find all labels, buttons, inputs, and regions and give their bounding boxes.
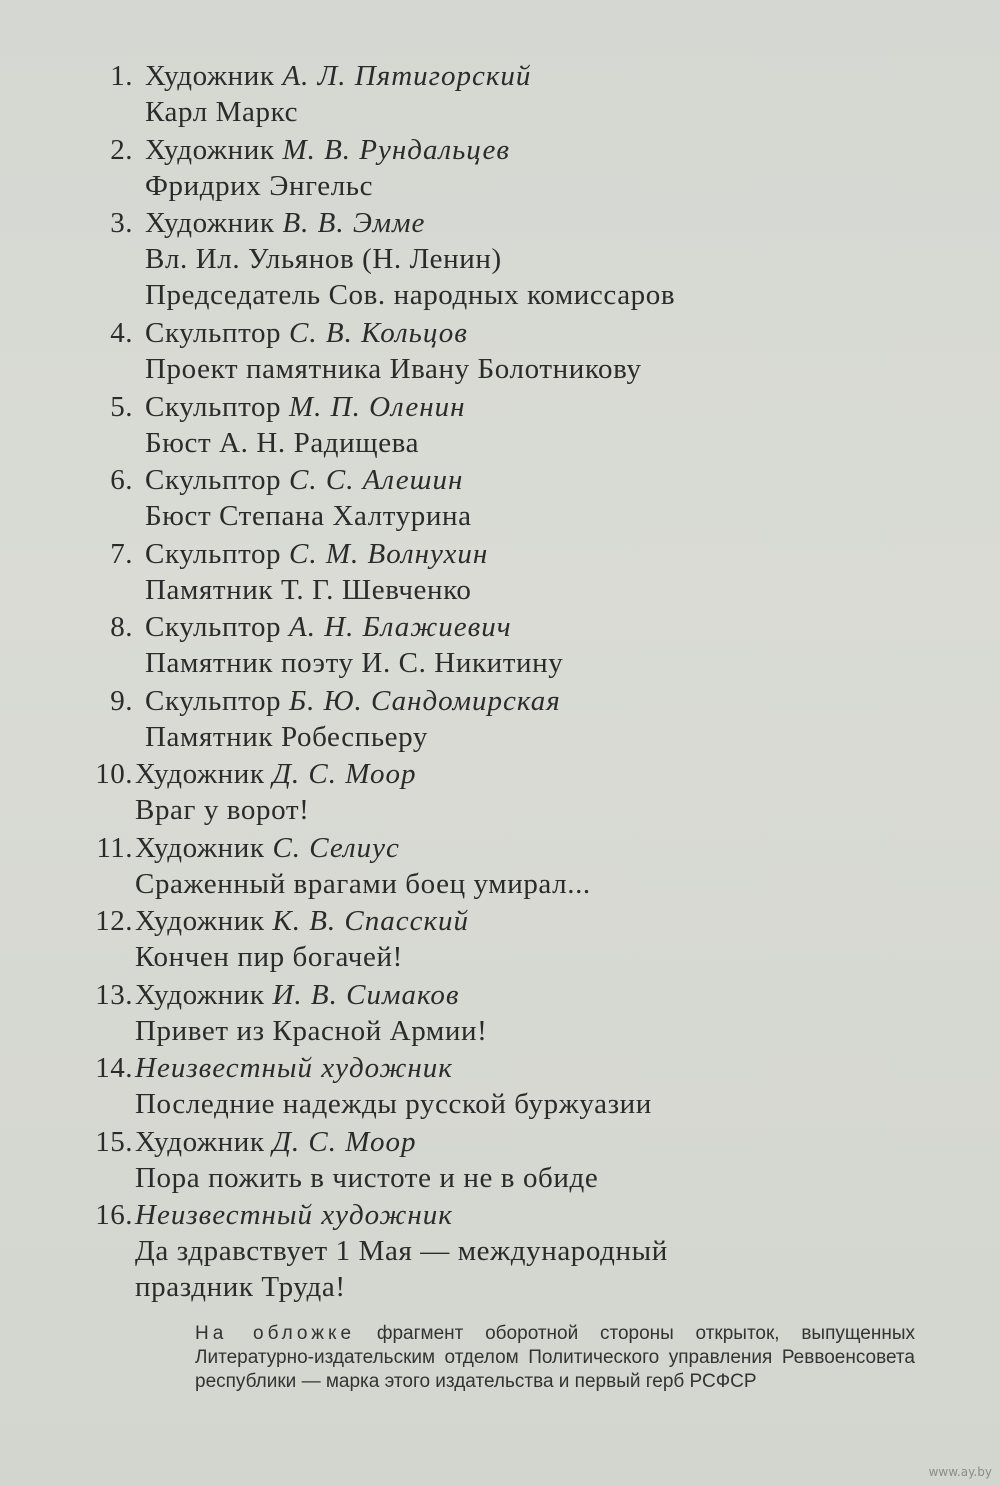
author-name: Д. С. Моор	[272, 758, 417, 790]
author-name: Б. Ю. Сандомирская	[289, 684, 561, 717]
list-item	[0, 205, 1000, 315]
item-title-line: Памятник Робеспьеру	[145, 720, 428, 753]
item-title-line: Привет из Красной Армии!	[135, 1014, 488, 1047]
author-name: И. В. Симаков	[272, 978, 460, 1011]
list-item	[0, 977, 1000, 1051]
item-title-line: Кончен пир богачей!	[135, 941, 403, 973]
item-number: 14.	[95, 1052, 133, 1084]
item-author-line	[145, 389, 466, 425]
list-item	[0, 389, 1000, 463]
item-title-line: Сраженный врагами боец умирал...	[135, 867, 591, 900]
author-role: Художник	[135, 831, 265, 864]
item-title-line: Бюст А. Н. Радищева	[145, 426, 420, 459]
list-item	[0, 1050, 1000, 1124]
item-title-line: Фридрих Энгельс	[145, 169, 374, 202]
item-title-line: праздник Труда!	[135, 1271, 346, 1303]
item-title-line: Пора пожить в чистоте и не в обиде	[135, 1161, 599, 1194]
list-item	[0, 315, 1000, 389]
item-author-line	[135, 1124, 416, 1160]
author-role: Художник	[145, 133, 275, 166]
author-name: А. Н. Блажиевич	[289, 611, 512, 643]
author-name: М. В. Рундальцев	[282, 133, 510, 166]
author-role: Скульптор	[145, 611, 282, 643]
author-role: Художник	[135, 758, 265, 790]
item-title-line: Бюст Степана Халтурина	[145, 500, 472, 532]
item-author-line	[135, 830, 400, 866]
footnote-lead: На обложке	[195, 1323, 356, 1344]
item-title-line: Враг у ворот!	[135, 794, 310, 826]
item-title-line: Да здравствует 1 Мая — международный	[135, 1235, 668, 1267]
author-role: Художник	[145, 60, 275, 92]
author-name: С. С. Алешин	[289, 464, 464, 496]
item-number: 13.	[95, 978, 133, 1011]
author-role: Скульптор	[145, 537, 282, 570]
item-number: 10.	[95, 758, 133, 790]
list-item	[0, 609, 1000, 683]
list-item	[0, 462, 1000, 536]
list-item	[0, 132, 1000, 206]
list-item	[0, 1197, 1000, 1307]
author-role: Скульптор	[145, 390, 282, 423]
list-item	[0, 1124, 1000, 1198]
item-author-line	[135, 977, 460, 1013]
author-name: Д. С. Моор	[272, 1125, 417, 1158]
author-role: Скульптор	[145, 464, 282, 496]
item-number: 5.	[110, 390, 133, 423]
item-number: 3.	[110, 207, 133, 239]
item-title-line: Вл. Ил. Ульянов (Н. Ленин)	[145, 243, 502, 275]
item-author-line	[145, 315, 468, 351]
item-author-line	[145, 609, 512, 645]
item-author-line	[145, 58, 531, 94]
item-author-line	[145, 132, 510, 168]
list-item	[0, 903, 1000, 977]
author-name: Неизвестный художник	[135, 1052, 453, 1084]
item-number: 9.	[110, 684, 133, 717]
item-number: 15.	[95, 1125, 133, 1158]
author-name: Неизвестный художник	[135, 1199, 453, 1231]
cover-footnote	[195, 1322, 915, 1394]
item-title-line: Памятник поэту И. С. Никитину	[145, 647, 564, 679]
item-author-line	[145, 462, 463, 498]
item-author-line	[145, 683, 561, 719]
author-role: Художник	[135, 905, 265, 937]
item-title-line: Памятник Т. Г. Шевченко	[145, 573, 472, 606]
item-number: 8.	[110, 611, 133, 643]
author-name: С. В. Кольцов	[289, 317, 468, 349]
item-author-line	[145, 536, 488, 572]
author-role: Художник	[145, 207, 275, 239]
item-author-line	[135, 756, 416, 792]
list-item	[0, 58, 1000, 132]
item-number: 7.	[110, 537, 133, 570]
illustration-list	[0, 58, 1000, 1307]
author-role: Художник	[135, 978, 265, 1011]
item-author-line	[135, 903, 469, 939]
list-item	[0, 536, 1000, 610]
author-name: К. В. Спасский	[272, 905, 470, 937]
list-item	[0, 683, 1000, 757]
author-name: В. В. Эмме	[282, 207, 426, 239]
item-number: 11.	[96, 831, 133, 864]
item-number: 4.	[110, 317, 133, 349]
item-number: 6.	[110, 464, 133, 496]
author-name: А. Л. Пятигорский	[282, 60, 532, 92]
site-watermark: www.ay.by	[928, 1465, 992, 1479]
author-role: Художник	[135, 1125, 265, 1158]
item-title-line: Председатель Сов. народных комиссаров	[145, 279, 676, 311]
item-number: 2.	[110, 133, 133, 166]
author-name: С. Селиус	[272, 831, 400, 864]
item-number: 12.	[95, 905, 133, 937]
item-title-line: Проект памятника Ивану Болотникову	[145, 353, 642, 385]
item-title-line: Карл Маркс	[145, 96, 299, 128]
item-title-line: Последние надежды русской буржуазии	[135, 1088, 652, 1120]
author-name: С. М. Волнухин	[289, 537, 489, 570]
item-number: 1.	[110, 60, 133, 92]
author-role: Скульптор	[145, 317, 282, 349]
item-author-line	[135, 1197, 453, 1233]
author-name: М. П. Оленин	[289, 390, 466, 423]
item-number: 16.	[95, 1199, 133, 1231]
footnote-text: фрагмент оборотной стороны открыток, выпущенных Литературно-издательским отделом Политического управления Реввоенсовета республики — марка этого издательства и первый герб РСФСР	[195, 1323, 915, 1392]
list-item	[0, 756, 1000, 830]
list-item	[0, 830, 1000, 904]
item-author-line	[145, 205, 425, 241]
item-author-line	[135, 1050, 453, 1086]
author-role: Скульптор	[145, 684, 282, 717]
